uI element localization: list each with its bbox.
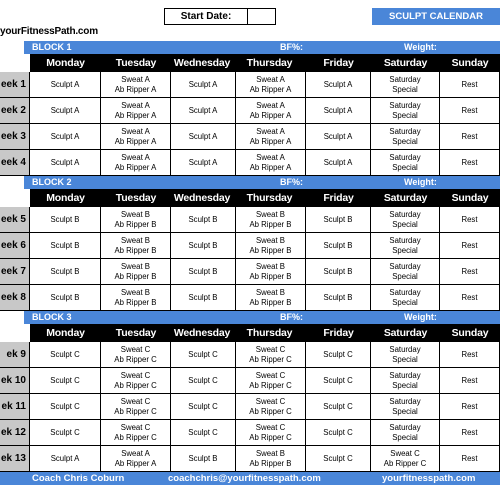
week-label: eek 4: [0, 150, 30, 176]
workout-cell[interactable]: [171, 98, 236, 124]
bf-label: BF%:: [280, 312, 303, 322]
workout-text: Ab Ripper B: [249, 219, 292, 229]
workout-text: Sweat B: [120, 261, 151, 271]
workout-text: Sweat C: [120, 396, 151, 406]
weight-label: Weight:: [404, 177, 437, 187]
workout-text: Sculpt B: [50, 292, 80, 302]
workout-text: Sweat C: [120, 344, 151, 354]
workout-text: Special: [392, 219, 418, 229]
workout-text: Ab Ripper A: [114, 110, 157, 120]
workout-text: Ab Ripper C: [249, 406, 292, 416]
workout-text: Ab Ripper C: [249, 380, 292, 390]
workout-text: Sculpt B: [323, 240, 353, 250]
workout-cell[interactable]: [171, 342, 236, 368]
bf-label: BF%:: [280, 42, 303, 52]
workout-text: Sculpt A: [50, 157, 80, 167]
workout-text: Sweat A: [121, 152, 150, 162]
workout-text: Sculpt C: [323, 375, 353, 385]
workout-text: Sweat C: [255, 344, 286, 354]
workout-cell[interactable]: [101, 124, 171, 150]
workout-text: Sweat A: [121, 100, 150, 110]
week-label: eek 2: [0, 98, 30, 124]
workout-text: Sculpt B: [188, 266, 218, 276]
workout-cell[interactable]: [236, 394, 306, 420]
workout-text: Rest: [461, 375, 478, 385]
workout-text: Saturday: [389, 235, 421, 245]
workout-cell[interactable]: [101, 207, 171, 233]
workout-text: Saturday: [389, 422, 421, 432]
workout-text: Sculpt A: [323, 79, 353, 89]
calendar-title: SCULPT CALENDAR: [372, 8, 500, 25]
workout-cell[interactable]: [101, 394, 171, 420]
coach-email[interactable]: coachchris@yourfitnesspath.com: [168, 473, 321, 484]
workout-cell[interactable]: [371, 259, 440, 285]
workout-cell[interactable]: [306, 420, 371, 446]
workout-text: Sweat C: [255, 422, 286, 432]
workout-text: Ab Ripper C: [249, 432, 292, 442]
week-row: [0, 72, 500, 98]
workout-text: Rest: [461, 266, 478, 276]
workout-text: Saturday: [389, 126, 421, 136]
workout-cell[interactable]: [371, 124, 440, 150]
workout-cell[interactable]: [440, 342, 500, 368]
workout-text: Sweat B: [120, 235, 151, 245]
week-label: eek 3: [0, 124, 30, 150]
workout-text: Rest: [461, 401, 478, 411]
week-row: [0, 124, 500, 150]
workout-cell[interactable]: [306, 446, 371, 472]
footer-bar: [0, 472, 500, 485]
workout-cell[interactable]: [236, 72, 306, 98]
day-header-thursday: Thursday: [233, 54, 306, 72]
workout-text: Special: [392, 110, 418, 120]
workout-text: Sculpt C: [323, 349, 353, 359]
workout-text: Sweat A: [256, 74, 285, 84]
workout-text: Sculpt C: [188, 349, 218, 359]
workout-text: Sculpt C: [323, 453, 353, 463]
workout-text: Sculpt A: [188, 131, 218, 141]
workout-text: Ab Ripper C: [114, 354, 157, 364]
day-header-tuesday: Tuesday: [101, 54, 171, 72]
week-row: [0, 285, 500, 311]
week-row: [0, 259, 500, 285]
workout-cell[interactable]: [236, 259, 306, 285]
workout-cell[interactable]: [171, 72, 236, 98]
workout-text: Sweat B: [255, 448, 286, 458]
workout-text: Sculpt B: [188, 214, 218, 224]
workout-text: Sculpt A: [323, 105, 353, 115]
workout-text: Special: [392, 354, 418, 364]
workout-text: Sculpt A: [188, 157, 218, 167]
workout-text: Sweat C: [255, 396, 286, 406]
workout-text: Sculpt C: [188, 375, 218, 385]
workout-cell[interactable]: [371, 342, 440, 368]
day-header-friday: Friday: [306, 54, 371, 72]
day-header-monday: Monday: [30, 54, 101, 72]
workout-text: Sculpt C: [188, 427, 218, 437]
workout-text: Special: [392, 162, 418, 172]
workout-text: Sculpt C: [50, 427, 80, 437]
workout-cell[interactable]: [440, 124, 500, 150]
workout-cell[interactable]: [306, 233, 371, 259]
workout-text: Sweat A: [121, 74, 150, 84]
workout-text: Sculpt A: [50, 79, 80, 89]
day-header-sunday: Sunday: [440, 324, 500, 342]
week-label: eek 6: [0, 233, 30, 259]
workout-cell[interactable]: [101, 368, 171, 394]
workout-cell[interactable]: [171, 394, 236, 420]
workout-text: Special: [392, 245, 418, 255]
bf-label: BF%:: [280, 177, 303, 187]
day-header-wednesday: Wednesday: [171, 189, 233, 207]
workout-text: Ab Ripper C: [114, 432, 157, 442]
workout-text: Rest: [461, 214, 478, 224]
workout-text: Ab Ripper A: [114, 84, 157, 94]
week-row: [0, 98, 500, 124]
workout-text: Saturday: [389, 100, 421, 110]
workout-text: Sculpt B: [323, 266, 353, 276]
workout-cell[interactable]: [101, 285, 171, 311]
workout-cell[interactable]: [171, 259, 236, 285]
workout-text: Sculpt A: [50, 105, 80, 115]
workout-cell[interactable]: [371, 368, 440, 394]
day-header-thursday: Thursday: [233, 189, 306, 207]
coach-name: Coach Chris Coburn: [32, 473, 125, 484]
workout-cell[interactable]: [30, 342, 101, 368]
workout-cell[interactable]: [30, 98, 101, 124]
workout-cell[interactable]: [306, 368, 371, 394]
workout-cell[interactable]: [101, 98, 171, 124]
workout-cell[interactable]: [236, 368, 306, 394]
workout-cell[interactable]: [30, 259, 101, 285]
workout-text: Sculpt A: [188, 105, 218, 115]
workout-text: Ab Ripper A: [114, 458, 157, 468]
workout-text: Rest: [461, 453, 478, 463]
workout-text: Saturday: [389, 396, 421, 406]
workout-text: Sweat B: [120, 209, 151, 219]
week-row: [0, 150, 500, 176]
workout-text: Sculpt B: [188, 292, 218, 302]
workout-text: Saturday: [389, 370, 421, 380]
workout-text: Ab Ripper A: [249, 136, 292, 146]
workout-text: Sweat B: [255, 261, 286, 271]
workout-cell[interactable]: [30, 285, 101, 311]
workout-text: Ab Ripper C: [114, 380, 157, 390]
block-bar: [24, 311, 500, 324]
workout-cell[interactable]: [236, 446, 306, 472]
block-label: BLOCK 1: [32, 42, 72, 52]
workout-text: Ab Ripper A: [114, 136, 157, 146]
workout-text: Sculpt C: [50, 349, 80, 359]
workout-text: Sculpt C: [323, 401, 353, 411]
day-header-monday: Monday: [30, 189, 101, 207]
workout-text: Ab Ripper C: [383, 458, 427, 468]
day-header-friday: Friday: [306, 324, 371, 342]
workout-text: Sculpt A: [323, 157, 353, 167]
workout-text: Ab Ripper B: [249, 271, 292, 281]
workout-text: Ab Ripper B: [249, 458, 292, 468]
workout-text: Ab Ripper B: [114, 219, 157, 229]
day-header-saturday: Saturday: [371, 189, 440, 207]
workout-text: Sweat A: [256, 152, 285, 162]
workout-cell[interactable]: [171, 207, 236, 233]
week-row: [0, 394, 500, 420]
workout-cell[interactable]: [236, 98, 306, 124]
workout-cell[interactable]: [171, 368, 236, 394]
block-label: BLOCK 3: [32, 312, 72, 322]
workout-cell[interactable]: [371, 446, 440, 472]
week-label: eek 1: [0, 72, 30, 98]
workout-cell[interactable]: [171, 233, 236, 259]
workout-cell[interactable]: [440, 233, 500, 259]
workout-cell[interactable]: [306, 98, 371, 124]
week-label: ek 10: [0, 368, 30, 394]
week-label: eek 7: [0, 259, 30, 285]
workout-cell[interactable]: [30, 207, 101, 233]
week-label: ek 11: [0, 394, 30, 420]
day-header-sunday: Sunday: [440, 189, 500, 207]
workout-cell[interactable]: [30, 446, 101, 472]
workout-cell[interactable]: [236, 420, 306, 446]
week-row: [0, 207, 500, 233]
workout-text: Saturday: [389, 209, 421, 219]
workout-text: Sculpt B: [50, 266, 80, 276]
workout-text: Ab Ripper B: [114, 245, 157, 255]
workout-text: Sculpt A: [323, 131, 353, 141]
day-header-monday: Monday: [30, 324, 101, 342]
workout-text: Rest: [461, 79, 478, 89]
day-header-tuesday: Tuesday: [101, 189, 171, 207]
workout-text: Sculpt B: [188, 240, 218, 250]
workout-text: Rest: [461, 131, 478, 141]
block-bar: [24, 41, 500, 54]
workout-text: Special: [392, 380, 418, 390]
workout-cell[interactable]: [101, 342, 171, 368]
workout-text: Saturday: [389, 287, 421, 297]
workout-cell[interactable]: [30, 368, 101, 394]
week-row: [0, 420, 500, 446]
workout-text: Special: [392, 136, 418, 146]
workout-text: Rest: [461, 349, 478, 359]
week-row: [0, 368, 500, 394]
workout-cell[interactable]: [101, 420, 171, 446]
workout-cell[interactable]: [306, 150, 371, 176]
day-header-row: [0, 54, 500, 72]
workout-text: Ab Ripper A: [249, 110, 292, 120]
workout-cell[interactable]: [30, 124, 101, 150]
workout-text: Ab Ripper B: [114, 271, 157, 281]
workout-cell[interactable]: [440, 72, 500, 98]
workout-text: Sculpt B: [323, 214, 353, 224]
workout-text: Sculpt A: [188, 79, 218, 89]
workout-cell[interactable]: [306, 259, 371, 285]
workout-cell[interactable]: [440, 150, 500, 176]
workout-cell[interactable]: [30, 233, 101, 259]
workout-text: Rest: [461, 105, 478, 115]
day-header-saturday: Saturday: [371, 324, 440, 342]
day-header-saturday: Saturday: [371, 54, 440, 72]
day-header-friday: Friday: [306, 189, 371, 207]
workout-text: Sculpt B: [188, 453, 218, 463]
workout-cell[interactable]: [306, 124, 371, 150]
workout-cell[interactable]: [440, 98, 500, 124]
workout-text: Rest: [461, 240, 478, 250]
workout-cell[interactable]: [306, 342, 371, 368]
workout-text: Ab Ripper B: [249, 297, 292, 307]
workout-text: Ab Ripper B: [249, 245, 292, 255]
workout-text: Sculpt B: [50, 240, 80, 250]
workout-cell[interactable]: [236, 150, 306, 176]
weight-label: Weight:: [404, 42, 437, 52]
workout-cell[interactable]: [101, 150, 171, 176]
workout-cell[interactable]: [171, 124, 236, 150]
block-label: BLOCK 2: [32, 177, 72, 187]
workout-cell[interactable]: [371, 285, 440, 311]
workout-cell[interactable]: [236, 207, 306, 233]
workout-text: Sculpt C: [50, 401, 80, 411]
workout-cell[interactable]: [101, 446, 171, 472]
week-label: ek 9: [0, 342, 30, 368]
workout-text: Ab Ripper C: [114, 406, 157, 416]
workout-text: Ab Ripper A: [249, 162, 292, 172]
workout-cell[interactable]: [236, 285, 306, 311]
workout-text: Sweat B: [255, 235, 286, 245]
workout-text: Sweat B: [255, 209, 286, 219]
site-name: yourFitnessPath.com: [0, 26, 98, 37]
workout-cell[interactable]: [306, 207, 371, 233]
workout-cell[interactable]: [30, 394, 101, 420]
workout-cell[interactable]: [440, 446, 500, 472]
day-header-sunday: Sunday: [440, 54, 500, 72]
workout-cell[interactable]: [236, 342, 306, 368]
workout-text: Sculpt B: [50, 214, 80, 224]
workout-text: Special: [392, 84, 418, 94]
workout-text: Special: [392, 271, 418, 281]
day-header-row: [0, 324, 500, 342]
workout-text: Sweat A: [121, 126, 150, 136]
workout-text: Sweat B: [120, 287, 151, 297]
workout-text: Sweat B: [255, 287, 286, 297]
workout-text: Sculpt C: [188, 401, 218, 411]
week-label: eek 5: [0, 207, 30, 233]
start-date-field[interactable]: [236, 8, 276, 25]
workout-cell[interactable]: [306, 72, 371, 98]
workout-text: Sweat A: [256, 100, 285, 110]
workout-cell[interactable]: [101, 259, 171, 285]
workout-cell[interactable]: [171, 446, 236, 472]
workout-cell[interactable]: [30, 150, 101, 176]
workout-cell[interactable]: [171, 285, 236, 311]
week-row: [0, 342, 500, 368]
day-header-tuesday: Tuesday: [101, 324, 171, 342]
workout-cell[interactable]: [236, 233, 306, 259]
workout-text: Ab Ripper A: [114, 162, 157, 172]
day-header-wednesday: Wednesday: [171, 54, 233, 72]
block-bar: [24, 176, 500, 189]
workout-cell[interactable]: [371, 98, 440, 124]
workout-text: Ab Ripper B: [114, 297, 157, 307]
week-label: eek 8: [0, 285, 30, 311]
week-row: [0, 233, 500, 259]
workout-cell[interactable]: [440, 394, 500, 420]
workout-text: Saturday: [389, 152, 421, 162]
workout-cell[interactable]: [306, 285, 371, 311]
workout-text: Ab Ripper C: [249, 354, 292, 364]
workout-text: Saturday: [389, 344, 421, 354]
workout-cell[interactable]: [440, 420, 500, 446]
workout-text: Sweat C: [255, 370, 286, 380]
workout-cell[interactable]: [440, 285, 500, 311]
day-header-row: [0, 189, 500, 207]
workout-cell[interactable]: [236, 124, 306, 150]
workout-text: Rest: [461, 292, 478, 302]
workout-text: Saturday: [389, 74, 421, 84]
workout-text: Sweat A: [256, 126, 285, 136]
workout-text: Special: [392, 432, 418, 442]
workout-text: Sculpt C: [323, 427, 353, 437]
workout-cell[interactable]: [440, 368, 500, 394]
workout-text: Rest: [461, 427, 478, 437]
workout-text: Sculpt A: [50, 453, 80, 463]
workout-cell[interactable]: [306, 394, 371, 420]
workout-cell[interactable]: [371, 207, 440, 233]
workout-text: Sweat A: [121, 448, 150, 458]
workout-text: Sweat C: [120, 422, 151, 432]
workout-cell[interactable]: [101, 233, 171, 259]
workout-text: Sculpt C: [50, 375, 80, 385]
workout-text: Sculpt A: [50, 131, 80, 141]
workout-cell[interactable]: [371, 394, 440, 420]
week-label: ek 13: [0, 446, 30, 472]
workout-text: Special: [392, 297, 418, 307]
day-header-wednesday: Wednesday: [171, 324, 233, 342]
week-label: ek 12: [0, 420, 30, 446]
workout-cell[interactable]: [171, 420, 236, 446]
workout-cell[interactable]: [30, 420, 101, 446]
workout-cell[interactable]: [371, 72, 440, 98]
workout-cell[interactable]: [171, 150, 236, 176]
workout-cell[interactable]: [440, 259, 500, 285]
footer-site[interactable]: yourfitnesspath.com: [382, 473, 476, 484]
workout-cell[interactable]: [440, 207, 500, 233]
workout-cell[interactable]: [101, 72, 171, 98]
workout-cell[interactable]: [371, 150, 440, 176]
workout-cell[interactable]: [371, 233, 440, 259]
workout-text: Sweat C: [120, 370, 151, 380]
weight-label: Weight:: [404, 312, 437, 322]
workout-text: Sweat C: [390, 448, 420, 458]
week-row: [0, 446, 500, 472]
start-date-label: Start Date:: [164, 8, 248, 25]
workout-text: Special: [392, 406, 418, 416]
workout-text: Ab Ripper A: [249, 84, 292, 94]
workout-cell[interactable]: [371, 420, 440, 446]
workout-text: Saturday: [389, 261, 421, 271]
workout-cell[interactable]: [30, 72, 101, 98]
workout-text: Sculpt B: [323, 292, 353, 302]
workout-text: Rest: [461, 157, 478, 167]
day-header-thursday: Thursday: [233, 324, 306, 342]
